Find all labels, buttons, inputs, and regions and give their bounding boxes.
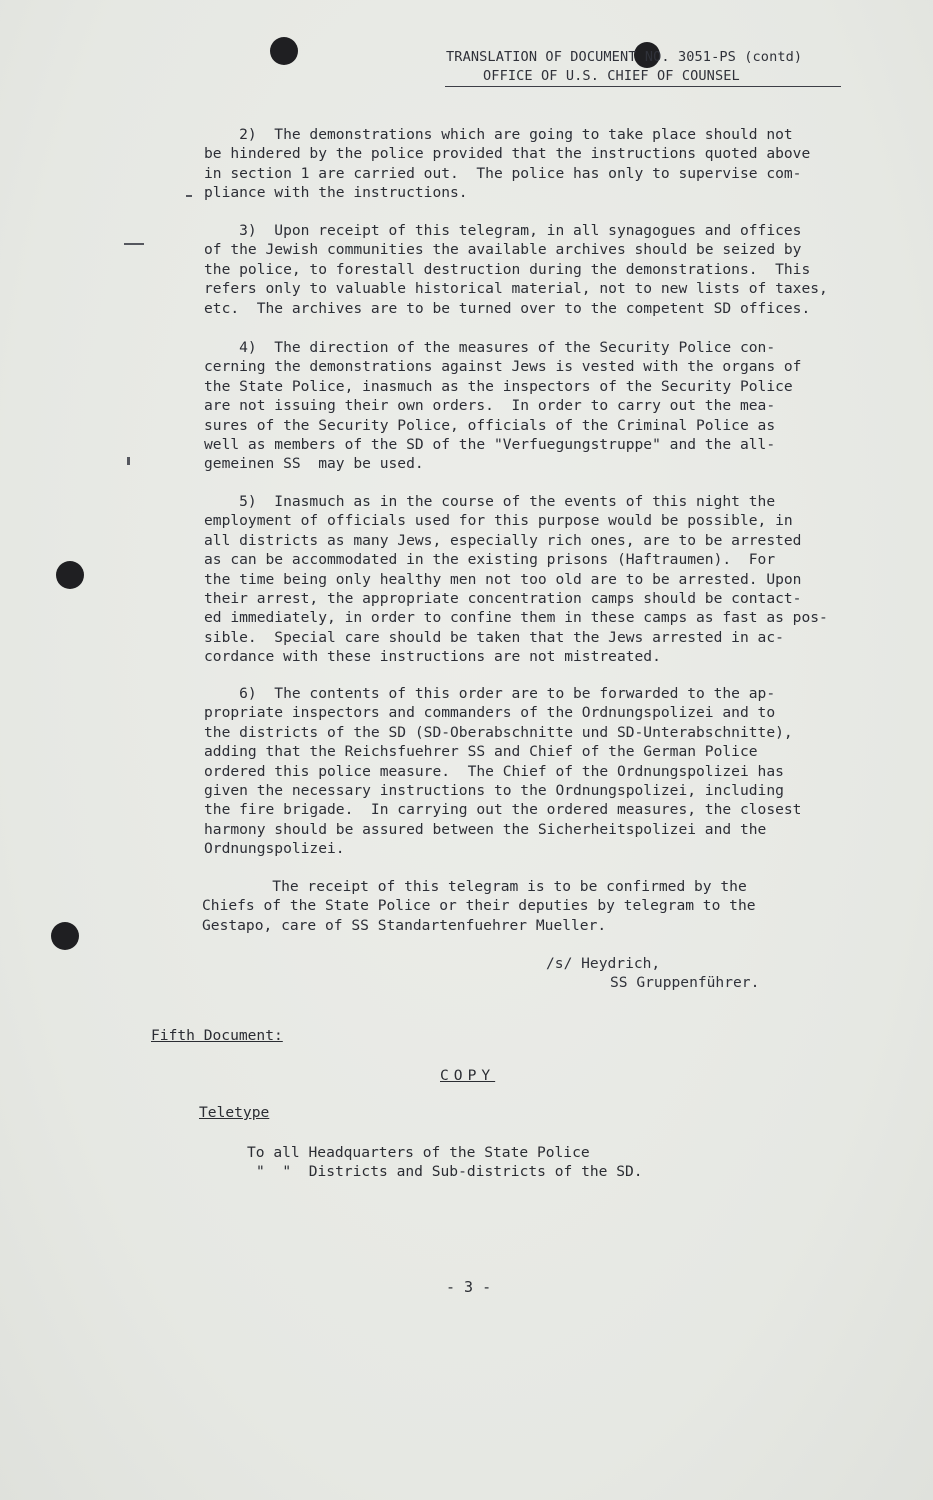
text-line: be hindered by the police provided that the instructions quoted above	[204, 145, 811, 163]
text-line: of the Jewish communities the available archives should be seized by	[204, 241, 802, 259]
address-line-1: To all Headquarters of the State Police	[247, 1144, 590, 1161]
text-line: 6) The contents of this order are to be forwarded to the ap-	[204, 685, 776, 702]
text-line: pliance with the instructions.	[204, 184, 468, 202]
teletype-label: Teletype	[199, 1104, 270, 1121]
text-line: propriate inspectors and commanders of the Ordnungspolizei and to	[204, 704, 776, 722]
paragraph-2	[204, 125, 894, 203]
copy-label: COPY	[440, 1067, 496, 1084]
text-line: the time being only healthy men not too old are to be arrested. Upon	[204, 570, 802, 588]
signature-name: /s/ Heydrich,	[546, 955, 661, 972]
text-line: the police, to forestall destruction during the demonstrations. This	[204, 260, 811, 278]
text-line: ordered this police measure. The Chief of the Ordnungspolizei has	[204, 762, 784, 780]
signature-rank: SS Gruppenführer.	[610, 974, 760, 991]
text-line: given the necessary instructions to the Ordnungspolizei, including	[204, 782, 784, 800]
document-header-title: TRANSLATION OF DOCUMENT NO. 3051-PS (contd)	[446, 49, 803, 65]
confirmation-paragraph	[202, 877, 892, 935]
margin-mark	[124, 243, 144, 245]
text-line: employment of officials used for this purpose would be possible, in	[204, 512, 793, 530]
paragraph-3	[204, 221, 894, 318]
text-line: in section 1 are carried out. The police has only to supervise com-	[204, 164, 802, 182]
text-line: 4) The direction of the measures of the Security Police con-	[204, 339, 776, 356]
text-line: cordance with these instructions are not mistreated.	[204, 648, 661, 666]
paragraph-5	[204, 492, 894, 667]
text-line: as can be accommodated in the existing prisons (Haftraumen). For	[204, 551, 776, 569]
text-line: 5) Inasmuch as in the course of the events of this night the	[204, 493, 776, 510]
text-line: Chiefs of the State Police or their deputies by telegram to the	[202, 897, 756, 915]
margin-mark	[127, 457, 130, 465]
text-line: Gestapo, care of SS Standartenfuehrer Mueller.	[202, 916, 607, 934]
header-rule	[445, 86, 841, 87]
address-line-2: " " Districts and Sub-districts of the SD.	[256, 1163, 643, 1180]
text-line: 2) The demonstrations which are going to take place should not	[204, 126, 793, 143]
text-line: adding that the Reichsfuehrer SS and Chief of the German Police	[204, 743, 758, 761]
text-line: well as members of the SD of the "Verfuegungstruppe" and the all-	[204, 436, 776, 454]
document-header-office: OFFICE OF U.S. CHIEF OF COUNSEL	[483, 68, 740, 84]
text-line: etc. The archives are to be turned over to the competent SD offices.	[204, 299, 811, 317]
text-line: the districts of the SD (SD-Oberabschnitte und SD-Unterabschnitte),	[204, 723, 793, 741]
margin-mark	[186, 195, 192, 197]
text-line: refers only to valuable historical material, not to new lists of taxes,	[204, 280, 828, 298]
text-line: 3) Upon receipt of this telegram, in all synagogues and offices	[204, 222, 802, 239]
text-line: all districts as many Jews, especially rich ones, are to be arrested	[204, 531, 802, 549]
text-line: The receipt of this telegram is to be confirmed by the	[202, 878, 747, 895]
text-line: sures of the Security Police, officials of the Criminal Police as	[204, 416, 776, 434]
punch-hole-middle	[56, 561, 84, 589]
text-line: their arrest, the appropriate concentration camps should be contact-	[204, 590, 802, 608]
text-line: sible. Special care should be taken that the Jews arrested in ac-	[204, 628, 784, 646]
page-number: - 3 -	[446, 1278, 492, 1296]
paragraph-6	[204, 684, 894, 859]
text-line: are not issuing their own orders. In order to carry out the mea-	[204, 397, 776, 415]
text-line: cerning the demonstrations against Jews is vested with the organs of	[204, 358, 802, 376]
fifth-document-heading: Fifth Document:	[151, 1027, 283, 1044]
text-line: harmony should be assured between the Sicherheitspolizei and the	[204, 820, 767, 838]
text-line: ed immediately, in order to confine them in these camps as fast as pos-	[204, 609, 828, 627]
text-line: gemeinen SS may be used.	[204, 455, 424, 473]
punch-hole-bottom	[51, 922, 79, 950]
paragraph-4	[204, 338, 894, 474]
punch-hole-top	[270, 37, 298, 65]
text-line: Ordnungspolizei.	[204, 840, 345, 858]
text-line: the State Police, inasmuch as the inspectors of the Security Police	[204, 377, 793, 395]
text-line: the fire brigade. In carrying out the ordered measures, the closest	[204, 801, 802, 819]
